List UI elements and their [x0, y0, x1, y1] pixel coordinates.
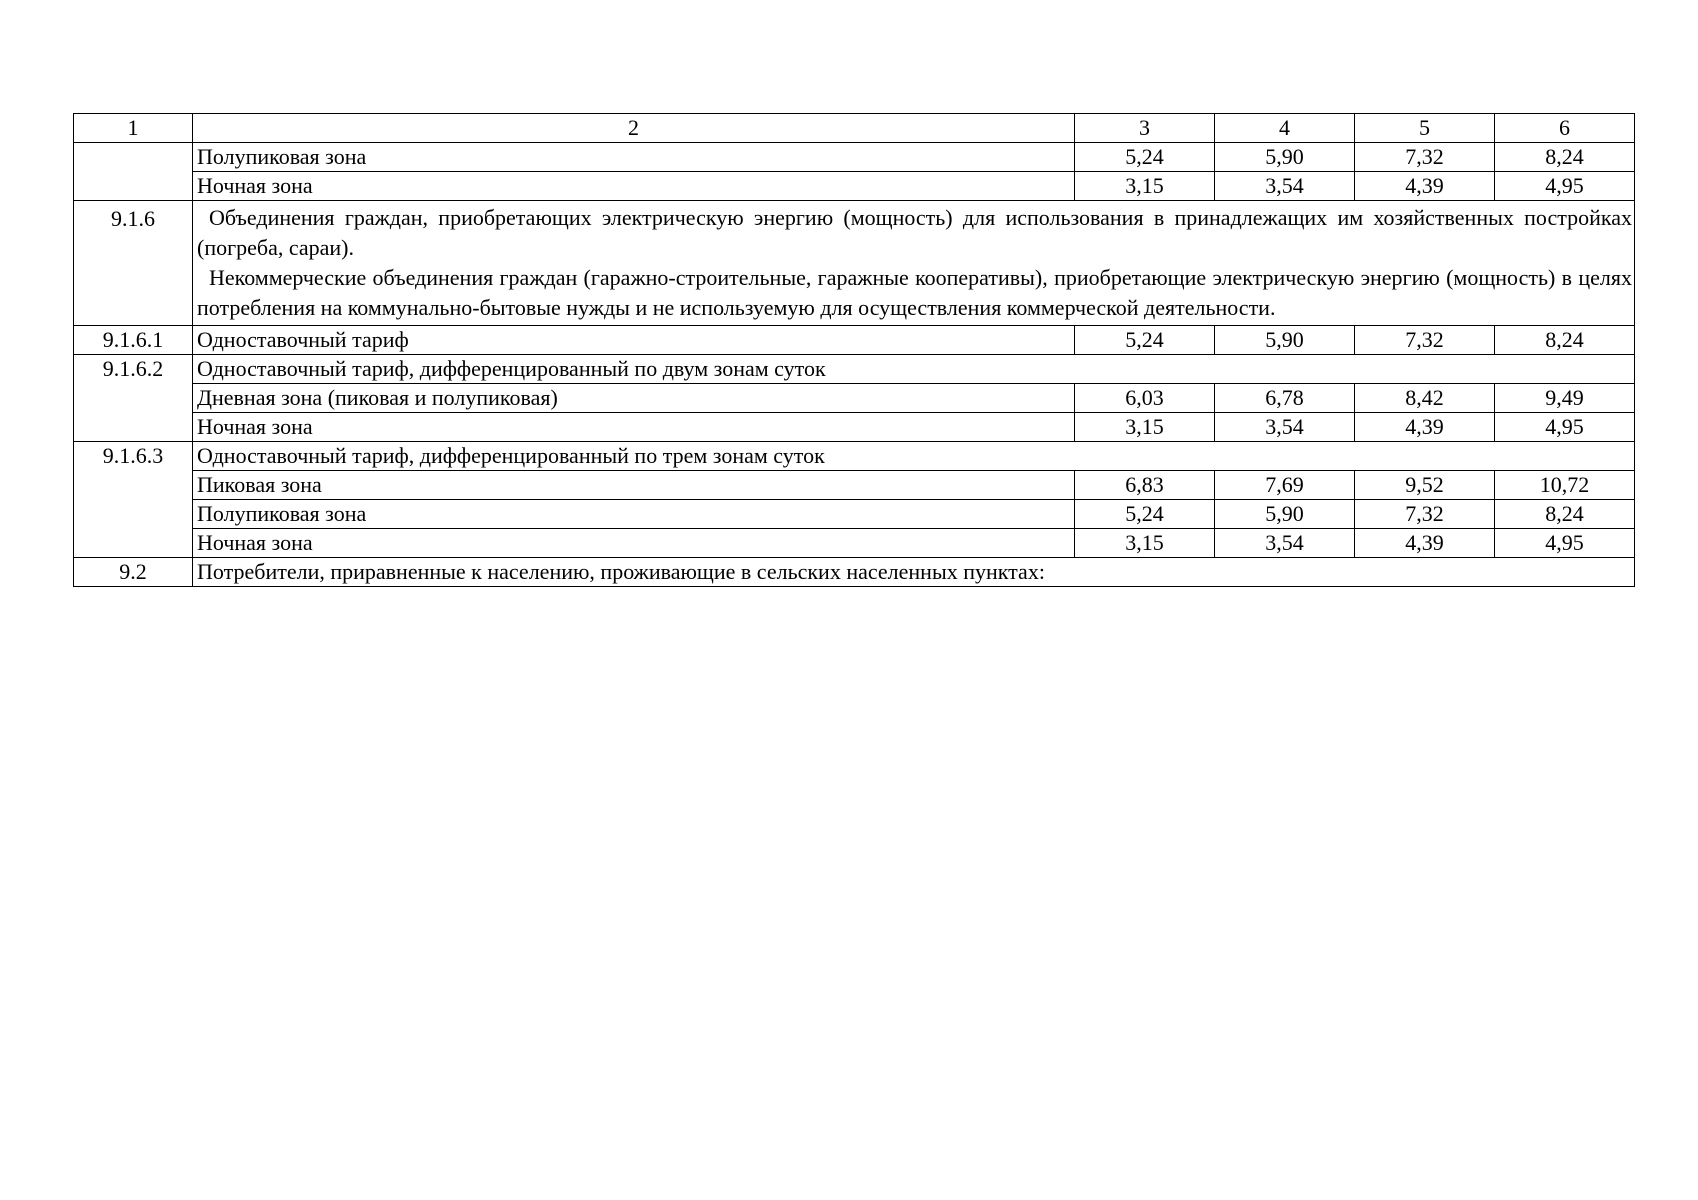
group-title-cell: Одноставочный тариф, дифференцированный по трем зонам суток [193, 442, 1635, 471]
value-cell: 5,24 [1075, 143, 1215, 172]
value-cell: 8,24 [1495, 143, 1635, 172]
section-paragraph-1: Объединения граждан, приобретающих электрическую энергию (мощность) для использования в принадлежащих им хозяйственных постройках (погреба, сараи). [197, 205, 1632, 260]
value-cell: 4,95 [1495, 172, 1635, 201]
section-description-cell [193, 201, 1635, 326]
table-row [74, 529, 1635, 558]
column-header-4: 4 [1215, 114, 1355, 143]
row-number-cell: 9.1.6.2 [74, 355, 193, 442]
row-number-cell: 9.1.6 [74, 201, 193, 326]
value-cell: 3,15 [1075, 413, 1215, 442]
value-cell: 5,90 [1215, 143, 1355, 172]
value-cell: 4,39 [1355, 529, 1495, 558]
value-cell: 6,03 [1075, 384, 1215, 413]
value-cell: 8,24 [1495, 500, 1635, 529]
table-row [74, 500, 1635, 529]
section-paragraph-2: Некоммерческие объединения граждан (гаражно-строительные, гаражные кооперативы), приобретающие электрическую энергию (мощность) в целях потребления на коммунально-бытовые нужды и не используемую для осуществления коммерческой деятельности. [197, 265, 1632, 320]
row-name-cell: Полупиковая зона [193, 500, 1075, 529]
value-cell: 3,15 [1075, 172, 1215, 201]
row-name-cell: Полупиковая зона [193, 143, 1075, 172]
value-cell: 7,32 [1355, 143, 1495, 172]
value-cell: 3,15 [1075, 529, 1215, 558]
value-cell: 7,32 [1355, 500, 1495, 529]
row-number-cell [74, 143, 193, 201]
value-cell: 5,24 [1075, 500, 1215, 529]
value-cell: 3,54 [1215, 529, 1355, 558]
value-cell: 4,95 [1495, 413, 1635, 442]
value-cell: 4,39 [1355, 413, 1495, 442]
section-row-9-1-6 [74, 201, 1635, 326]
table-row [74, 471, 1635, 500]
table-row [74, 143, 1635, 172]
value-cell: 4,39 [1355, 172, 1495, 201]
value-cell: 5,24 [1075, 326, 1215, 355]
value-cell: 8,24 [1495, 326, 1635, 355]
row-number-cell: 9.1.6.1 [74, 326, 193, 355]
table-row [74, 326, 1635, 355]
table-row [74, 384, 1635, 413]
row-name-cell: Ночная зона [193, 529, 1075, 558]
value-cell: 6,78 [1215, 384, 1355, 413]
table-row [74, 355, 1635, 384]
section-title-cell: Потребители, приравненные к населению, проживающие в сельских населенных пунктах: [193, 558, 1635, 587]
value-cell: 7,32 [1355, 326, 1495, 355]
row-name-cell: Дневная зона (пиковая и полупиковая) [193, 384, 1075, 413]
value-cell: 6,83 [1075, 471, 1215, 500]
value-cell: 7,69 [1215, 471, 1355, 500]
table-row [74, 172, 1635, 201]
column-number-row [74, 114, 1635, 143]
value-cell: 4,95 [1495, 529, 1635, 558]
value-cell: 3,54 [1215, 172, 1355, 201]
row-number-cell: 9.1.6.3 [74, 442, 193, 558]
value-cell: 9,52 [1355, 471, 1495, 500]
column-header-2: 2 [193, 114, 1075, 143]
value-cell: 10,72 [1495, 471, 1635, 500]
row-name-cell: Ночная зона [193, 413, 1075, 442]
section-row-9-2 [74, 558, 1635, 587]
value-cell: 9,49 [1495, 384, 1635, 413]
row-name-cell: Пиковая зона [193, 471, 1075, 500]
column-header-1: 1 [74, 114, 193, 143]
value-cell: 5,90 [1215, 500, 1355, 529]
column-header-6: 6 [1495, 114, 1635, 143]
value-cell: 8,42 [1355, 384, 1495, 413]
column-header-3: 3 [1075, 114, 1215, 143]
value-cell: 3,54 [1215, 413, 1355, 442]
column-header-5: 5 [1355, 114, 1495, 143]
table-row [74, 413, 1635, 442]
row-name-cell: Ночная зона [193, 172, 1075, 201]
group-title-cell: Одноставочный тариф, дифференцированный по двум зонам суток [193, 355, 1635, 384]
value-cell: 5,90 [1215, 326, 1355, 355]
table-row [74, 442, 1635, 471]
row-name-cell: Одноставочный тариф [193, 326, 1075, 355]
row-number-cell: 9.2 [74, 558, 193, 587]
tariff-table [73, 113, 1635, 587]
